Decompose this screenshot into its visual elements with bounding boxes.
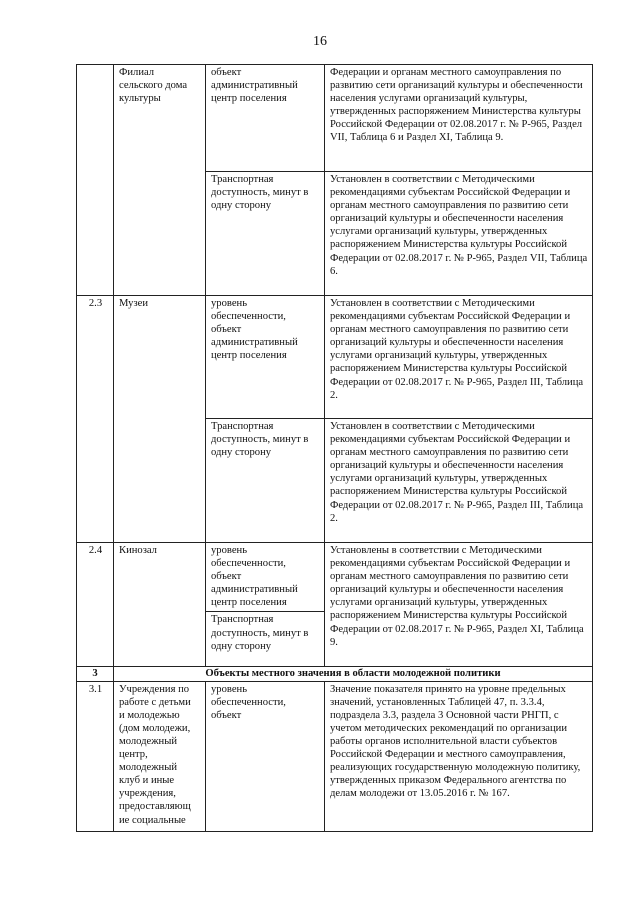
indicator-cell: Транспортная доступность, минут в одну сторону — [206, 172, 325, 296]
indicator-cell: уровень обеспеченности, объект административный центр поселения — [206, 296, 325, 419]
justification-cell: Установлен в соответствии с Методическими рекомендациями субъектам Российской Федерации и органам местного самоуправления по развитию сети организаций культуры и обеспеченности населения услугами организаций культуры, утвержденных распоряжением Министерства культуры Российской Федерации от 02.08.2017 г. № Р-965, Раздел VII, Таблица 6. — [325, 172, 593, 296]
section-number: 3 — [77, 667, 114, 681]
page-number: 16 — [313, 34, 327, 49]
table-row — [77, 543, 593, 612]
justification-cell: Значение показателя принято на уровне предельных значений, установленных Таблицей 47, п. 3.3.4, подраздела 3.3, раздела 3 Основной части РНГП, с учетом методических рекомендаций по организации работы органов исполнительной власти субъектов Российской Федерации и местного самоуправления, реализующих государственную молодежную политику, утвержденных приказом Федерального агентства по делам молодежи от 13.05.2016 г. № 167. — [325, 681, 593, 831]
table-row — [77, 681, 593, 831]
object-name-cell: Музеи — [114, 296, 206, 543]
table-row — [77, 296, 593, 419]
object-name-cell: Учреждения по работе с детьми и молодежью (дом молодежи, молодежный центр, молодежный клуб и иные учреждения, предоставляющ ие социальные — [114, 681, 206, 831]
row-number-cell: 2.3 — [77, 296, 114, 543]
row-number-cell — [77, 65, 114, 296]
row-number-cell: 2.4 — [77, 543, 114, 667]
indicator-cell: уровень обеспеченности, объект — [206, 681, 325, 831]
indicator-cell: Транспортная доступность, минут в одну сторону — [206, 419, 325, 543]
indicators-table — [76, 64, 593, 832]
justification-cell: Установлен в соответствии с Методическими рекомендациями субъектам Российской Федерации и органам местного самоуправления по развитию сети организаций культуры и обеспеченности населения услугами организаций культуры, утвержденных распоряжением Министерства культуры Российской Федерации от 02.08.2017 г. № Р-965, Раздел III, Таблица 2. — [325, 296, 593, 419]
row-number-cell: 3.1 — [77, 681, 114, 831]
section-header-row — [77, 667, 593, 681]
indicator-cell: Транспортная доступность, минут в одну сторону — [206, 612, 325, 667]
indicator-cell: объект административный центр поселения — [206, 65, 325, 172]
indicator-cell: уровень обеспеченности, объект административный центр поселения — [206, 543, 325, 612]
justification-cell: Федерации и органам местного самоуправления по развитию сети организаций культуры и обеспеченности населения услугами организаций культуры, утвержденных распоряжением Министерства культуры Российской Федерации от 02.08.2017 г. № Р-965, Раздел VII, Таблица 6 и Раздел XI, Таблица 9. — [325, 65, 593, 172]
object-name-cell: Кинозал — [114, 543, 206, 667]
justification-cell: Установлены в соответствии с Методическими рекомендациями субъектам Российской Федерации и органам местного самоуправления по развитию сети организаций культуры и обеспеченности населения услугами организаций культуры, утвержденных распоряжением Министерства культуры Российской Федерации от 02.08.2017 г. № Р-965, Раздел XI, Таблица 9. — [325, 543, 593, 667]
object-name-cell: Филиал сельского дома культуры — [114, 65, 206, 296]
section-title: Объекты местного значения в области молодежной политики — [114, 667, 593, 681]
justification-cell: Установлен в соответствии с Методическими рекомендациями субъектам Российской Федерации и органам местного самоуправления по развитию сети организаций культуры и обеспеченности населения услугами организаций культуры, утвержденных распоряжением Министерства культуры Российской Федерации от 02.08.2017 г. № Р-965, Раздел III, Таблица 2. — [325, 419, 593, 543]
table-row — [77, 65, 593, 172]
